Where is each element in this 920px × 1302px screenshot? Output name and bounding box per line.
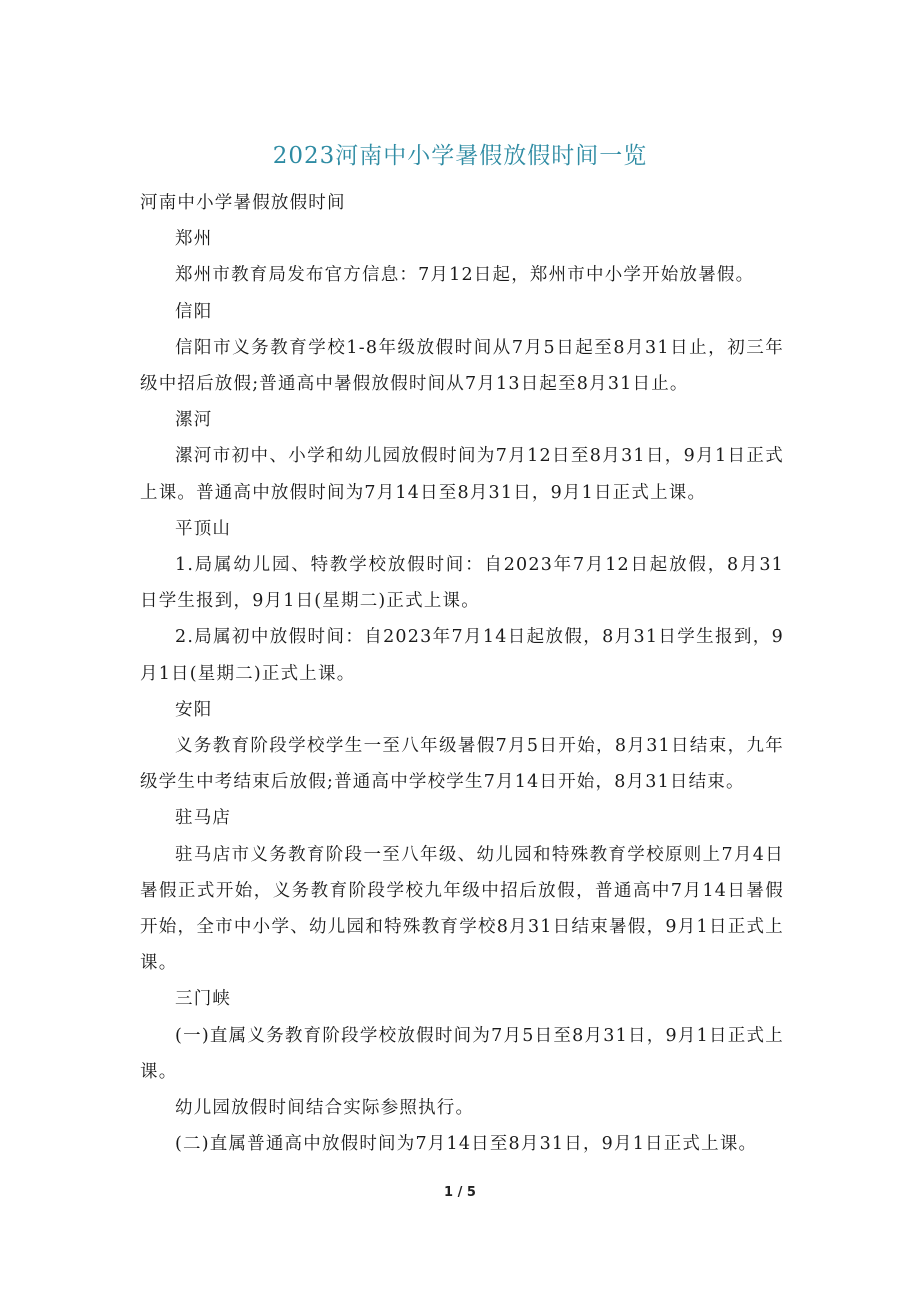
- document-body: [140, 185, 784, 1162]
- paragraph-sanmenxia-2: (二)直属普通高中放假时间为7月14日至8月31日，9月1日正式上课。: [175, 1134, 758, 1155]
- city-heading-anyang: 安阳: [175, 699, 213, 720]
- paragraph-luohe: 漯河市初中、小学和幼儿园放假时间为7月12日至8月31日，9月1日正式上课。普通高中放假时间为7月14日至8月31日，9月1日正式上课。: [140, 446, 784, 503]
- city-heading-sanmenxia: 三门峡: [175, 989, 232, 1010]
- section-heading-intro: 河南中小学暑假放假时间: [140, 193, 346, 213]
- paragraph-sanmenxia-1: (一)直属义务教育阶段学校放假时间为7月5日至8月31日，9月1日正式上课。: [140, 1025, 784, 1082]
- city-heading-luohe: 漯河: [175, 410, 213, 431]
- document-title: 2023河南中小学暑假放假时间一览: [272, 143, 648, 169]
- city-heading-zhumadian: 驻马店: [175, 808, 232, 829]
- city-heading-xinyang: 信阳: [175, 301, 213, 322]
- paragraph-pingdingshan-2: 2.局属初中放假时间：自2023年7月14日起放假，8月31日学生报到，9月1日(星期二)正式上课。: [140, 627, 784, 684]
- paragraph-zhumadian: 驻马店市义务教育阶段一至八年级、幼儿园和特殊教育学校原则上7月4日暑假正式开始，义务教育阶段学校九年级中招后放假，普通高中7月14日暑假开始，全市中小学、幼儿园和特殊教育学校8月31日结束暑假，9月1日正式上课。: [140, 844, 784, 974]
- paragraph-zhengzhou: 郑州市教育局发布官方信息：7月12日起，郑州市中小学开始放暑假。: [175, 265, 755, 286]
- paragraph-anyang: 义务教育阶段学校学生一至八年级暑假7月5日开始，8月31日结束，九年级学生中考结束后放假;普通高中学校学生7月14日开始，8月31日结束。: [140, 736, 784, 793]
- city-heading-zhengzhou: 郑州: [175, 229, 213, 250]
- city-heading-pingdingshan: 平顶山: [175, 518, 232, 539]
- paragraph-sanmenxia-kindergarten: 幼儿园放假时间结合实际参照执行。: [175, 1098, 475, 1119]
- paragraph-pingdingshan-1: 1.局属幼儿园、特教学校放假时间：自2023年7月12日起放假，8月31日学生报到，9月1日(星期二)正式上课。: [140, 555, 784, 612]
- page-number: 1 / 5: [444, 1185, 476, 1200]
- paragraph-xinyang: 信阳市义务教育学校1-8年级放假时间从7月5日起至8月31日止，初三年级中招后放假;普通高中暑假放假时间从7月13日起至8月31日止。: [140, 337, 784, 395]
